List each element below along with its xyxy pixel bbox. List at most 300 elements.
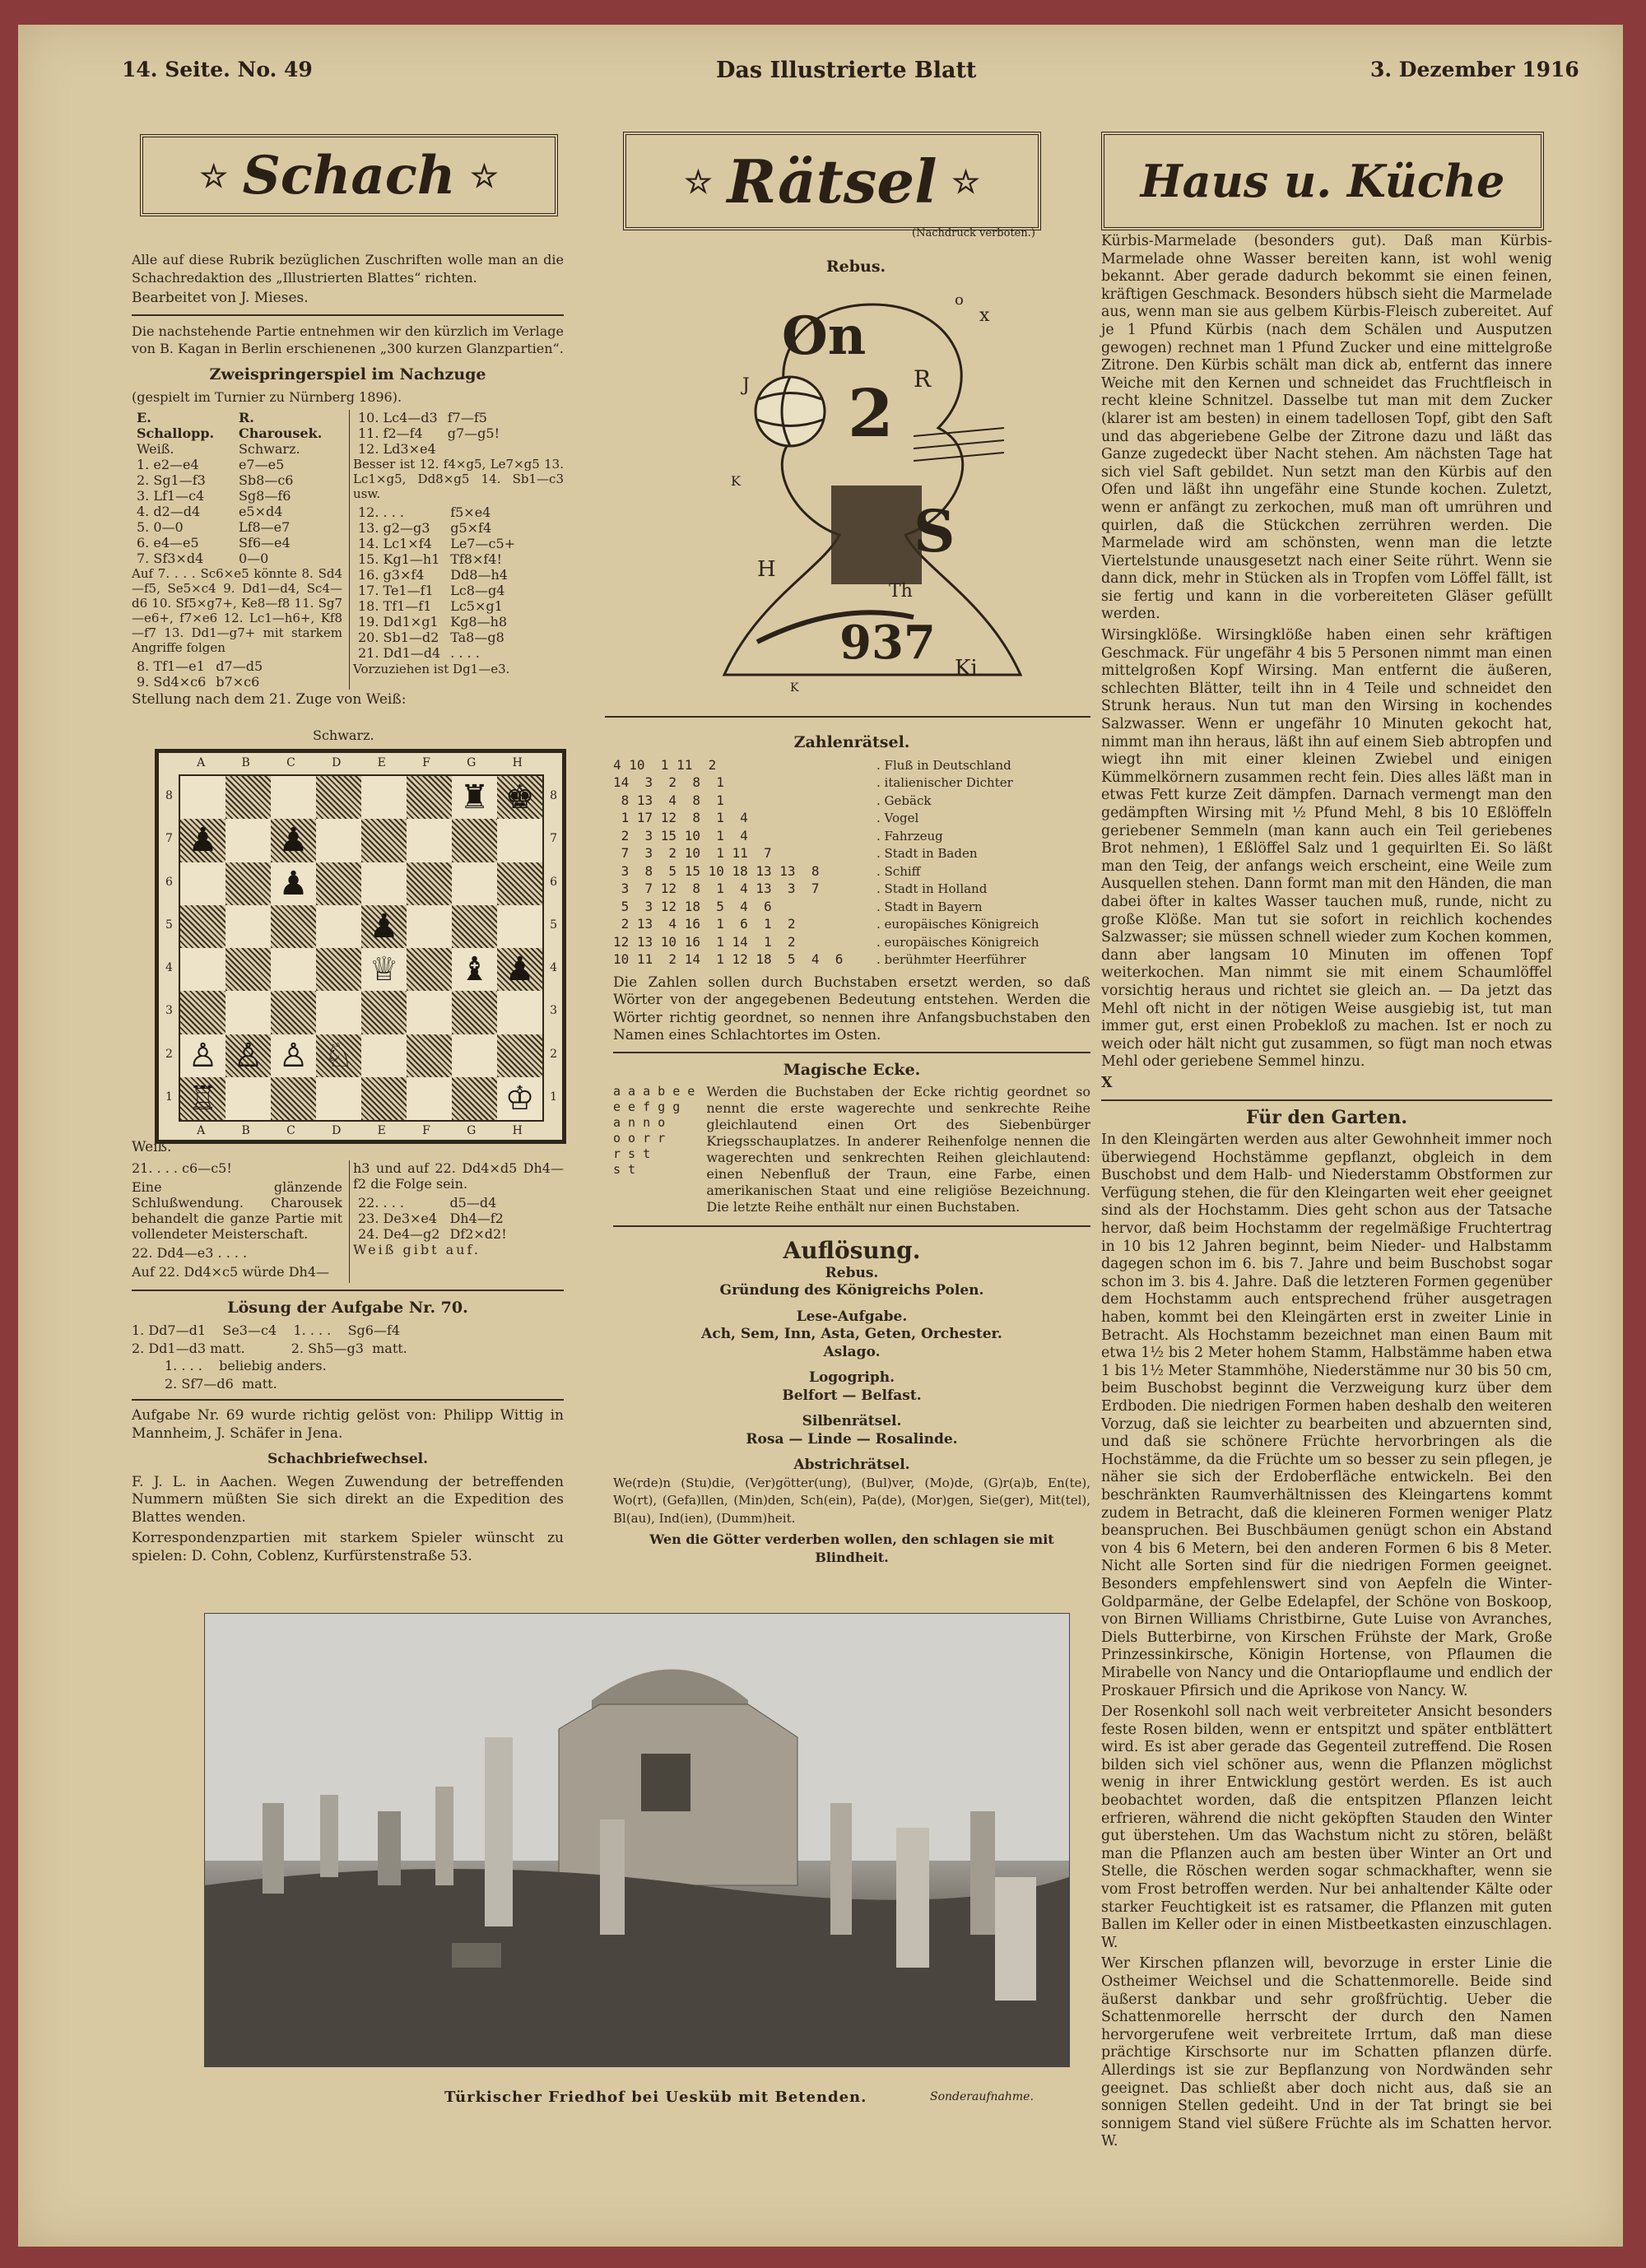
white-label: Weiß. bbox=[132, 1139, 172, 1155]
rebus-mark: K bbox=[731, 473, 741, 489]
board-square bbox=[226, 948, 271, 991]
board-square bbox=[361, 1034, 407, 1077]
issue-date: 3. Dezember 1916 bbox=[1370, 58, 1579, 81]
number-row: 14 3 2 8 1 bbox=[613, 774, 724, 790]
photo-caption: Türkischer Friedhof bei Uesküb mit Betenden. bbox=[444, 2089, 867, 2106]
solution-answer: Belfort — Belfast. bbox=[782, 1387, 922, 1404]
board-square bbox=[180, 862, 226, 905]
board-square bbox=[497, 905, 542, 948]
chess-piece: ♘ bbox=[323, 1036, 354, 1075]
move-note: Vorzuziehen ist Dg1—e3. bbox=[353, 661, 510, 676]
move-black: e7—e5 bbox=[238, 456, 285, 472]
move-black: Ta8—g8 bbox=[450, 629, 504, 645]
photo-credit: Sonderaufnahme. bbox=[930, 2090, 1034, 2103]
number-row: 3 8 5 15 10 18 13 13 8 bbox=[613, 862, 820, 879]
rebus-mark: S bbox=[914, 497, 956, 565]
move-white: 10. Lc4—d3 bbox=[358, 409, 438, 425]
move-black: f7—f5 bbox=[447, 409, 487, 425]
rank-label: 2 bbox=[550, 1047, 557, 1061]
file-label: C bbox=[286, 756, 295, 769]
board-square bbox=[452, 1034, 497, 1077]
solution-answer: Ach, Sem, Inn, Asta, Geten, Orchester. bbox=[701, 1326, 1002, 1342]
board-square bbox=[180, 1077, 226, 1120]
figure-shape bbox=[831, 486, 922, 584]
final-left bbox=[132, 1160, 342, 1283]
cemetery-scene bbox=[205, 1614, 1069, 2066]
file-labels-bottom bbox=[179, 1124, 541, 1137]
board-square bbox=[316, 948, 361, 991]
move-white: 9. Sd4×c6 bbox=[137, 673, 207, 690]
board-square bbox=[226, 1077, 271, 1120]
divider bbox=[605, 716, 1090, 718]
player-white: E. Schallopp. bbox=[137, 409, 215, 441]
move-black: Le7—c5+ bbox=[450, 535, 516, 551]
solutions-title: Auflösung. bbox=[783, 1237, 921, 1264]
rebus-mark: J bbox=[742, 375, 750, 396]
household-title: Haus u. Küche bbox=[1140, 155, 1505, 207]
rank-label: 4 bbox=[550, 961, 557, 975]
file-label: E bbox=[377, 756, 386, 769]
board-square bbox=[180, 991, 226, 1034]
move-white: 12. Ld3×e4 bbox=[358, 440, 436, 457]
board-square bbox=[361, 862, 407, 905]
board-square bbox=[407, 1034, 452, 1077]
board-square bbox=[316, 1034, 361, 1077]
chess-column-lower bbox=[132, 1139, 564, 1569]
household-column bbox=[1101, 233, 1552, 2154]
number-clue: . Vogel bbox=[876, 811, 919, 825]
solution-answer: Aslago. bbox=[823, 1343, 881, 1360]
chess-piece: ♙ bbox=[233, 1036, 263, 1075]
board-square bbox=[497, 948, 542, 991]
board-square bbox=[316, 1077, 361, 1120]
solution-answer: Wen die Götter verderben wollen, den schlagen sie mit Blindheit. bbox=[649, 1531, 1054, 1565]
moves-table-left-2 bbox=[132, 658, 267, 690]
rebus-mark: x bbox=[979, 305, 990, 326]
move-black: Dh4—f2 bbox=[449, 1210, 504, 1226]
board-square bbox=[497, 991, 542, 1034]
board-square bbox=[497, 1034, 542, 1077]
ground bbox=[205, 1869, 1069, 2066]
divider bbox=[613, 1052, 1090, 1053]
file-labels-top bbox=[179, 756, 541, 769]
board-square bbox=[180, 948, 226, 991]
solution-answer: We(rde)n (Stu)die, (Ver)götter(ung), (Bul)ver, (Mo)de, (G)r(a)b, En(te), Wo(rt), (Gefa)llen, (Min)den, Sch(ein), Pa(de), (Mor)gen, Sie(ger), Mit(tel), Bl(au), Ind(ien), (Dumm)heit. bbox=[613, 1475, 1090, 1526]
magic-corner-text: Werden die Buchstaben der Ecke richtig geordnet so nennt die erste wagerechte und senkrechte Reihe gleichlautend einen Ort des Siebenbürger Kriegsschauplatzes. In anderer Reihenfolge nennen die wagerechten und senkrechten Reihen gleichlautend: einen Nebenfluß der Traun, eine Farbe, einen amerikanischen Staat und eine religiöse Bezeichnung. Die letzte Reihe enthält nur einen Buchstaben. bbox=[706, 1084, 1090, 1215]
game-title: Zweispringerspiel im Nachzuge bbox=[209, 365, 486, 383]
rank-labels-left bbox=[165, 774, 173, 1118]
rank-label: 6 bbox=[550, 875, 557, 889]
board-square bbox=[226, 991, 271, 1034]
board-square bbox=[271, 776, 316, 819]
rebus-mark: Ki bbox=[955, 656, 978, 681]
move-white: 4. d2—d4 bbox=[137, 503, 201, 519]
board-square bbox=[497, 776, 542, 819]
move-white: 2. Sg1—f3 bbox=[137, 472, 206, 488]
move-white: 24. De4—g2 bbox=[358, 1225, 440, 1242]
board-square bbox=[452, 1077, 497, 1120]
divider bbox=[613, 1225, 1090, 1227]
board-square bbox=[316, 819, 361, 862]
solution-line: 2. Dd1—d3 matt. 2. Sh5—g3 matt. bbox=[132, 1340, 407, 1356]
rebus-mark: o bbox=[955, 291, 964, 309]
number-puzzle-title: Zahlenrätsel. bbox=[793, 733, 910, 751]
gravestone bbox=[970, 1811, 995, 1935]
chess-piece: ♝ bbox=[459, 950, 490, 989]
move-white: 15. Kg1—h1 bbox=[358, 551, 440, 567]
board-square bbox=[452, 862, 497, 905]
rebus-picture bbox=[708, 288, 1037, 704]
file-label: H bbox=[512, 756, 523, 769]
board-square bbox=[452, 776, 497, 819]
board-square bbox=[407, 819, 452, 862]
board-square bbox=[271, 948, 316, 991]
number-row: 3 7 12 8 1 4 13 3 7 bbox=[613, 881, 820, 896]
magic-corner bbox=[613, 1084, 1090, 1219]
board-square bbox=[271, 1077, 316, 1120]
star-icon: ☆ bbox=[684, 162, 713, 200]
move-white: 12. . . . bbox=[358, 504, 404, 520]
board-square bbox=[226, 1034, 271, 1077]
star-icon: ☆ bbox=[951, 162, 980, 200]
move-white: 18. Tf1—f1 bbox=[358, 597, 432, 614]
board-square bbox=[361, 948, 407, 991]
number-row: 5 3 12 18 5 4 6 bbox=[613, 898, 772, 914]
board-square bbox=[226, 905, 271, 948]
number-clue: . europäisches Königreich bbox=[876, 917, 1039, 932]
board-square bbox=[180, 1034, 226, 1077]
divider bbox=[132, 1399, 564, 1401]
board-square bbox=[407, 991, 452, 1034]
household-title-box bbox=[1101, 132, 1544, 230]
number-clue: . Stadt in Holland bbox=[876, 881, 988, 896]
file-label: E bbox=[377, 1124, 386, 1137]
move-black: Sb8—c6 bbox=[238, 472, 294, 488]
rank-label: 2 bbox=[165, 1047, 173, 1061]
move-black: Kg8—h8 bbox=[450, 613, 508, 630]
move-black: b7×c6 bbox=[216, 673, 260, 690]
file-label: C bbox=[286, 1124, 295, 1137]
game-moves bbox=[132, 410, 564, 690]
chess-piece: ♚ bbox=[504, 778, 535, 817]
praying-figure bbox=[452, 1943, 501, 1968]
move-black bbox=[443, 441, 504, 457]
number-clue: . berühmter Heerführer bbox=[876, 952, 1026, 967]
move-black: f5×e4 bbox=[450, 504, 491, 520]
file-label: D bbox=[332, 756, 342, 769]
number-row: 2 13 4 16 1 6 1 2 bbox=[613, 916, 796, 932]
chess-piece: ♔ bbox=[504, 1079, 535, 1118]
chess-piece: ♟ bbox=[278, 821, 309, 860]
chess-lead: Die nachstehende Partie entnehmen wir den kürzlich im Verlage von B. Kagan in Berlin erschienenen „300 kurzen Glanzpartien“. bbox=[132, 323, 564, 356]
puzzle-column bbox=[613, 726, 1090, 1566]
move-black: d7—d5 bbox=[216, 658, 263, 674]
move-black: Dd8—h4 bbox=[450, 566, 508, 583]
move-white: 16. g3×f4 bbox=[358, 566, 425, 583]
solution-heading: Rebus. bbox=[825, 1264, 879, 1281]
rebus-mark: 937 bbox=[839, 616, 936, 670]
solution-answer: Rosa — Linde — Rosalinde. bbox=[746, 1430, 958, 1448]
board-square bbox=[316, 905, 361, 948]
number-row: 8 13 4 8 1 bbox=[613, 792, 724, 808]
rank-label: 3 bbox=[165, 1004, 173, 1018]
board-square bbox=[271, 991, 316, 1034]
rank-label: 3 bbox=[550, 1004, 557, 1018]
move-black: g5×f4 bbox=[450, 519, 492, 536]
moves-table-right bbox=[353, 410, 504, 457]
board-square bbox=[226, 862, 271, 905]
board-square bbox=[497, 1077, 542, 1120]
move-black: Lc8—g4 bbox=[450, 582, 505, 598]
star-icon: ☆ bbox=[199, 156, 228, 194]
board-square bbox=[452, 991, 497, 1034]
board-square bbox=[271, 862, 316, 905]
rank-label: 8 bbox=[550, 789, 557, 803]
rank-labels-right bbox=[550, 774, 557, 1118]
correspondence-text: F. J. L. in Aachen. Wegen Zuwendung der betreffenden Nummern müßten Sie sich direkt an die Expedition des Blattes wenden. bbox=[132, 1473, 564, 1526]
move-white: 1. e2—e4 bbox=[137, 456, 199, 472]
board-square bbox=[407, 776, 452, 819]
final-moves bbox=[132, 1160, 564, 1283]
magic-corner-letters: a a a b e e e e f g g a n n o o o r r r s t s t bbox=[613, 1084, 695, 1177]
gravestone bbox=[600, 1820, 625, 1935]
board-square bbox=[361, 905, 407, 948]
number-puzzle-grid bbox=[613, 757, 1090, 969]
rank-label: 1 bbox=[165, 1090, 173, 1104]
move-white: 5. 0—0 bbox=[137, 518, 184, 535]
diagram-caption: Stellung nach dem 21. Zuge von Weiß: bbox=[132, 690, 407, 708]
number-row: 7 3 2 10 1 11 7 bbox=[613, 845, 772, 861]
solution-line: 2. Sf7—d6 matt. bbox=[165, 1375, 277, 1392]
solution-heading: Abstrichrätsel. bbox=[793, 1457, 910, 1473]
move-black: Sg8—f6 bbox=[238, 487, 291, 504]
divider bbox=[132, 314, 564, 316]
garden-article: Der Rosenkohl soll nach weit verbreiteter Ansicht besonders feste Rosen bilden, wenn er entspitzt und später entblättert wird. Es ist aber gerade das Gegenteil zutreffend. Die Rosen bilden sich viel schöner aus, wenn die Pflanzen möglichst wenig in ihrer Entwicklung gestört werden. Es ist auch beobachtet worden, daß die entspitzen Pflanzen leicht erfrieren, während die nicht geköpften Stauden den Winter gut überstehen. Um das Wachstum nicht zu stören, beläßt man die Pflanzen auch am besten über Winter an Ort und Stelle, die Röschen werden sogar schmackhafter, wenn sie vom Frost betroffen werden. Nur bei anhaltender Kälte oder starker Feuchtigkeit ist es ratsamer, die Pflanzen mit guten Ballen im Keller oder in einen Mistbeetkasten einzuschlagen. W. bbox=[1101, 1703, 1552, 1951]
chess-title: Schach bbox=[242, 144, 456, 207]
board-square bbox=[271, 905, 316, 948]
file-label: B bbox=[241, 1124, 250, 1137]
file-label: F bbox=[422, 1124, 430, 1137]
move-black: g7—g5! bbox=[447, 425, 500, 441]
board-square bbox=[407, 1077, 452, 1120]
chess-column bbox=[132, 251, 564, 712]
move-black: d5—d4 bbox=[449, 1194, 497, 1211]
solution-answer: Gründung des Königreichs Polen. bbox=[719, 1282, 984, 1299]
cemetery-photo bbox=[204, 1613, 1070, 2067]
number-clue: . europäisches Königreich bbox=[876, 934, 1039, 950]
moves-left-column bbox=[132, 410, 342, 690]
divider bbox=[132, 1290, 564, 1291]
chess-editor: Bearbeitet von J. Mieses. bbox=[132, 290, 309, 306]
final-comment: h3 und auf 22. Dd4×d5 Dh4—f2 die Folge sein. bbox=[353, 1160, 564, 1192]
final-move: 22. Dd4—e3 . . . . bbox=[132, 1244, 248, 1261]
page-number: 14. Seite. No. 49 bbox=[122, 58, 313, 81]
file-label: A bbox=[197, 1124, 206, 1137]
garden-article: In den Kleingärten werden aus alter Gewohnheit immer noch überwiegend Hochstämme gepflanzt, obgleich in dem Buschobst und dem Halb- und Niederstamm Obstformen zur Verfügung stehen, die für den Kleingarten weit eher geeignet sind als der Hochstamm. Dies geht schon aus der Tatsache hervor, daß beim Hochstamm der regelmäßige Fruchtertrag in 10 bis 12 Jahren beginnt, beim Nieder- und Halbstamm dagegen schon im 6. bis 7. Jahre und beim Buschobst sogar schon im 3. bis 4. Jahre. Daß die letzteren Formen gegenüber dem Hochstamm auch entsprechend früher ausgetragen haben, kommt bei den Kleingärten erst in zweiter Linie in Betracht. Als Hochstamm bezeichnet man einen Baum mit etwa 1½ bis 2 Meter hohem Stamm, Halbstämme haben etwa 1 bis 1½ Meter Stammhöhe, Niederstämme nur 30 bis 50 cm, beim Buschobst beginnt die Verzweigung kurz über dem Erdboden. Die niedrigen Formen haben deshalb den weiteren Vorzug, daß sie leichter zu bearbeiten und abzuernten sind, und daß sie schönere Früchte hervorbringen als die Hochstämme, da die Früchte um so besser zu sein pflegen, je näher sie sich der Erdoberfläche entwickeln. Bei den beschränkten Raumverhältnissen des Kleingartens kommt zudem in Betracht, daß die kleineren Formen weniger Platz beanspruchen. Bei Buschbäumen genügt schon ein Abstand von 4 bis 6 Metern, bei den anderen Formen 6 bis 8 Meter. Nicht alle Sorten sind für die niedrigen Formen geeignet. Besonders empfehlenswert sind von Aepfeln die Winter-Goldparmäne, der Gelbe Edelapfel, der Schöne von Boskoop, von Birnen Williams Christbirne, Gute Luise von Avranches, Diels Butterbirne, von Kirschen Frühste der Mark, Große Prinzessinkirsche, Königin Hortense, von Pflaumen die Mirabelle von Nancy und die Ontariopflaume und endlich der Proskauer Pfirsich und die Aprikose von Nancy. W. bbox=[1101, 1132, 1552, 1699]
gravestone bbox=[263, 1803, 284, 1894]
board-square bbox=[361, 776, 407, 819]
move-white: 19. Dd1×g1 bbox=[358, 613, 439, 630]
rank-label: 5 bbox=[550, 918, 557, 932]
move-white: 8. Tf1—e1 bbox=[137, 658, 205, 674]
chess-piece: ♖ bbox=[188, 1079, 218, 1118]
masthead: Das Illustrierte Blatt bbox=[716, 58, 977, 83]
chess-title-box bbox=[140, 134, 558, 216]
board-square bbox=[407, 862, 452, 905]
correspondence-text: Korrespondenzpartien mit starkem Spieler wünscht zu spielen: D. Cohn, Coblenz, Kurfürstenstraße 53. bbox=[132, 1530, 564, 1564]
move-white: 22. . . . bbox=[358, 1194, 404, 1211]
rebus-title: Rebus. bbox=[825, 258, 886, 276]
board-square bbox=[452, 819, 497, 862]
move-white: 7. Sf3×d4 bbox=[137, 550, 204, 566]
gravestone bbox=[830, 1803, 852, 1935]
move-note: Besser ist 12. f4×g5, Le7×g5 13. Lc1×g5, Dd8×g5 14. Sb1—c3 usw. bbox=[353, 456, 564, 501]
player-black: R. Charousek. bbox=[238, 409, 323, 441]
board-square bbox=[361, 991, 407, 1034]
board-square bbox=[407, 948, 452, 991]
rebus-mark: Th bbox=[889, 581, 913, 602]
file-label: B bbox=[241, 756, 250, 769]
move-black: Lc5×g1 bbox=[450, 597, 503, 614]
move-white: 13. g2—g3 bbox=[358, 519, 430, 536]
board-square bbox=[452, 905, 497, 948]
number-row: 2 3 15 10 1 4 bbox=[613, 827, 748, 844]
move-black: Tf8×f4! bbox=[450, 551, 502, 567]
move-black: Lf8—e7 bbox=[238, 518, 291, 535]
magic-corner-title: Magische Ecke. bbox=[783, 1060, 921, 1079]
garden-article: Wer Kirschen pflanzen will, bevorzuge in erster Linie die Ostheimer Weichsel und die Schattenmorelle. Beide sind äußerst dankbar und sehr großfrüchtig. Ueber die Schattenmorelle herrscht der durch den Namen hervorgerufene weit verbreitete Irrtum, daß man diese prächtige Kirschsorte nur im Schatten pflanzen dürfe. Allerdings ist sie zur Bepflanzung von Nordwänden sehr geeignet. Das schließt aber doch nicht aus, daß sie an sonnigen Stellen gedeiht. Und in der Tat bringt sie bei sonnigem Stand viel süßere Früchte als im Schatten hervor. W. bbox=[1101, 1955, 1552, 2150]
board-square bbox=[316, 862, 361, 905]
board-square bbox=[316, 776, 361, 819]
copyright-note: (Nachdruck verboten.) bbox=[912, 227, 1035, 239]
globe-icon bbox=[756, 377, 825, 446]
gravestone bbox=[896, 1828, 929, 1968]
file-label: A bbox=[197, 756, 206, 769]
final-comment: Eine glänzende Schlußwendung. Charousek behandelt die ganze Partie mit vollendeter Meisterschaft. bbox=[132, 1178, 342, 1242]
tomb-window bbox=[641, 1754, 690, 1811]
board-square bbox=[226, 819, 271, 862]
file-label: H bbox=[512, 1124, 523, 1137]
chess-piece: ♕ bbox=[369, 950, 399, 989]
move-white: 11. f2—f4 bbox=[358, 425, 423, 441]
rank-label: 7 bbox=[165, 832, 173, 846]
board-square bbox=[271, 1034, 316, 1077]
board-square bbox=[226, 776, 271, 819]
move-black: 0—0 bbox=[238, 550, 269, 566]
black-label: Schwarz. bbox=[313, 727, 374, 743]
chess-piece: ♟ bbox=[278, 864, 309, 903]
board-square bbox=[180, 776, 226, 819]
star-icon: ☆ bbox=[470, 156, 499, 194]
solution-heading: Logogriph. bbox=[809, 1369, 895, 1386]
recipe-savoy: Wirsingklöße. Wirsingklöße haben einen sehr kräftigen Geschmack. Für ungefähr 4 bis 5 Personen nimmt man einen mittelgroßen Kopf Wirsing. Man entfernt die äußeren, schlechten Blätter, teilt ihn in 4 Teile und schneidet den Strunk heraus. Nun tut man den Wirsing in kochendes Salzwasser. Wenn er ungefähr 10 Minuten gekocht hat, nimmt man ihn heraus, läßt ihn auf einem Sieb abtropfen und wiegt ihn mit einer kleinen Zwiebel und einigen Kümmelkörnern zusammen recht fein. Dies alles läßt man in etwas Fett kurze Zeit dämpfen. Darnach vermengt man den gedämpften Wirsing mit ½ Pfund Mehl, 8 bis 10 Eßlöffeln geriebener Semmeln (man kann auch ein Teil geriebenes Brot nehmen), 1 Eßlöffel Salz und 1 gequirlten Ei. So läßt man den Teig, der anfangs weich erscheint, eine Weile zum Ausquellen stehen. Dann formt man mit den Händen, die man dabei öfter in kaltes Wasser tauchen muß, runde, nicht zu große Klöße. Man tut sie sofort in reichlich kochendes Salzwasser; sie müssen schnell wieder zum Kochen kommen, dann aber langsam 10 Minuten im offenen Topf weiterkochen. Man nimmt sie mit einem Schaumlöffel vorsichtig heraus und richtet sie gleich an. — Da jetzt das Mehl oft nicht in der nötigen Weise ausgiebig ist, tut man immer gut, erst einen Probekloß zu machen. Ist er noch zu weich oder hält nicht gut zusammen, so fügt man noch etwas Mehl oder geriebene Semmel hinzu. bbox=[1101, 627, 1552, 1071]
board-square bbox=[316, 991, 361, 1034]
chess-piece: ♜ bbox=[459, 778, 490, 817]
number-clue: . Fluß in Deutschland bbox=[876, 757, 1011, 773]
resignation: Weiß gibt auf. bbox=[353, 1241, 481, 1257]
game-subtitle: (gespielt im Turnier zu Nürnberg 1896). bbox=[132, 389, 402, 405]
final-comment: Auf 22. Dd4×c5 würde Dh4— bbox=[132, 1263, 330, 1280]
board-square bbox=[271, 819, 316, 862]
number-row: 12 13 10 16 1 14 1 2 bbox=[613, 933, 796, 950]
moves-table-right-2 bbox=[353, 504, 520, 661]
recipe-pumpkin: Kürbis-Marmelade (besonders gut). Daß man Kürbis-Marmelade ohne Wasser bereiten kann, ist wohl wenig bekannt. Aber gerade dadurch bekommt sie einen feinen, kräftigen Geschmack. Besonders hübsch sieht die Marmelade aus, wenn man sie aus gelbem Kürbis-Fleisch zubereitet. Auf je 1 Pfund Kürbis (nach dem Schälen und Ausputzen gewogen) rechnet man 1 Pfund Zucker und eine mittelgroße Zitrone. Den Kürbis schält man dick ab, entfernt das innere Weiche mit den Kernen und schneidet das Fruchtfleisch in recht kleine Schnitzel. Dasselbe tut man mit dem Zucker (klarer ist am besten) in einem tadellosen Topf, gibt den Saft und das abgeriebene Gelbe der Zitrone dazu und läßt das Ganze zugedeckt über Nacht stehen. Am nächsten Tage hat sich viel Saft gebildet. Nun setzt man den Kürbis auf den Ofen und läßt ihn ungefähr eine Stunde kochen. Zuletzt, wenn er anfängt zu zerkochen, muß man oft umrühren und quirlen, daß die Stückchen zerrühren werden. Die Marmelade wird am schönsten, wenn man die letzte Viertelstunde unausgesetzt nach einer Seite rührt. Wenn sie dann dick, mehr in Stücken als in Tropfen vom Löffel fällt, ist sie fertig und kann in die vorbereiteten Gläser gefüllt werden. bbox=[1101, 233, 1552, 623]
board-square bbox=[407, 905, 452, 948]
gravestone bbox=[435, 1787, 453, 1885]
board-square bbox=[361, 819, 407, 862]
solution-line: 1. . . . beliebig anders. bbox=[165, 1358, 327, 1373]
file-label: G bbox=[467, 1124, 477, 1137]
board-square bbox=[497, 819, 542, 862]
color-black: Schwarz. bbox=[238, 440, 300, 457]
final-moves-table bbox=[353, 1195, 512, 1242]
chess-intro: Alle auf diese Rubrik bezüglichen Zuschriften wolle man an die Schachredaktion des „Illustrierten Blattes“ richten. bbox=[132, 252, 564, 286]
final-right bbox=[349, 1160, 564, 1283]
solvers: Aufgabe Nr. 69 wurde richtig gelöst von: Philipp Wittig in Mannheim, J. Schäfer in Jena. bbox=[132, 1407, 564, 1442]
chess-piece: ♙ bbox=[278, 1036, 309, 1075]
board-square bbox=[180, 905, 226, 948]
rebus-mark: R bbox=[914, 365, 932, 393]
chess-piece: ♙ bbox=[188, 1036, 218, 1075]
moves-right-column bbox=[349, 410, 564, 690]
final-move: 21. . . . c6—c5! bbox=[132, 1160, 232, 1176]
move-white: 21. Dd1—d4 bbox=[358, 644, 441, 661]
chess-piece: ♟ bbox=[369, 907, 399, 946]
move-white: 14. Lc1×f4 bbox=[358, 535, 432, 551]
board-square bbox=[361, 1077, 407, 1120]
move-black: Df2×d2! bbox=[449, 1225, 507, 1242]
music-staff-icon bbox=[914, 428, 1004, 461]
gravestone bbox=[995, 1877, 1036, 2001]
rebus-mark: 2 bbox=[848, 374, 894, 452]
puzzle-title: Rätsel bbox=[727, 146, 937, 216]
number-clue: . Schiff bbox=[876, 863, 921, 879]
number-row: 10 11 2 14 1 12 18 5 4 6 bbox=[613, 951, 844, 967]
file-label: G bbox=[467, 756, 477, 769]
number-row: 1 17 12 8 1 4 bbox=[613, 810, 748, 825]
number-clue: . italienischer Dichter bbox=[876, 775, 1013, 790]
solution-line: 1. Dd7—d1 Se3—c4 1. . . . Sg6—f4 bbox=[132, 1322, 401, 1338]
chess-piece: ♟ bbox=[504, 950, 535, 989]
rank-label: 5 bbox=[165, 918, 173, 932]
signature: X bbox=[1101, 1074, 1113, 1091]
move-white: 20. Sb1—d2 bbox=[358, 629, 439, 645]
number-puzzle-text: Die Zahlen sollen durch Buchstaben ersetzt werden, so daß Wörter von der angegebenen Bedeutung entstehen. Werden die Wörter richtig geordnet, so nennen ihre Anfangsbuchstaben den Namen eines Schlachtortes im Osten. bbox=[613, 974, 1090, 1043]
rebus-mark: H bbox=[757, 557, 776, 582]
correspondence-title: Schachbriefwechsel. bbox=[267, 1451, 429, 1467]
gravestone bbox=[320, 1795, 338, 1877]
move-white: 17. Te1—f1 bbox=[358, 582, 434, 598]
board-squares bbox=[179, 774, 544, 1122]
number-clue: . Stadt in Baden bbox=[876, 846, 978, 861]
color-white: Weiß. bbox=[137, 440, 174, 457]
rank-label: 4 bbox=[165, 961, 173, 975]
solution-heading: Lese-Aufgabe. bbox=[796, 1308, 908, 1325]
number-row: 4 10 1 11 2 bbox=[613, 756, 717, 773]
rank-label: 1 bbox=[550, 1090, 557, 1104]
rank-label: 8 bbox=[165, 789, 173, 803]
number-clue: . Fahrzeug bbox=[876, 828, 943, 844]
move-white: 3. Lf1—c4 bbox=[137, 487, 205, 504]
gravestone bbox=[378, 1811, 401, 1885]
garden-title: Für den Garten. bbox=[1246, 1106, 1407, 1128]
rebus-mark: On bbox=[782, 305, 867, 367]
number-clue: . Stadt in Bayern bbox=[876, 899, 983, 914]
move-black: e5×d4 bbox=[238, 503, 283, 519]
rank-label: 6 bbox=[165, 875, 173, 889]
move-white: 6. e4—e5 bbox=[137, 534, 199, 551]
chess-board bbox=[155, 749, 566, 1144]
